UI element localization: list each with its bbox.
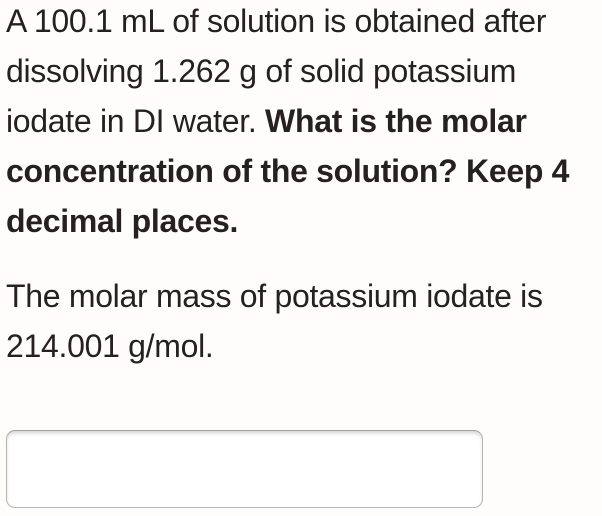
question-stem-regular: A 100.1 mL of solution is obtained after dissolving 1.262 g of solid potassium iodate in DI water. (6, 3, 547, 139)
question-paragraph-stem (6, 0, 596, 246)
molar-mass-note: The molar mass of potassium iodate is 214.001 g/mol. (6, 278, 543, 364)
answer-input[interactable] (6, 430, 483, 508)
question-stem-bold-prompt: What is the molar concentration of the solution? Keep 4 decimal places. (6, 103, 570, 239)
question-text (6, 0, 596, 371)
